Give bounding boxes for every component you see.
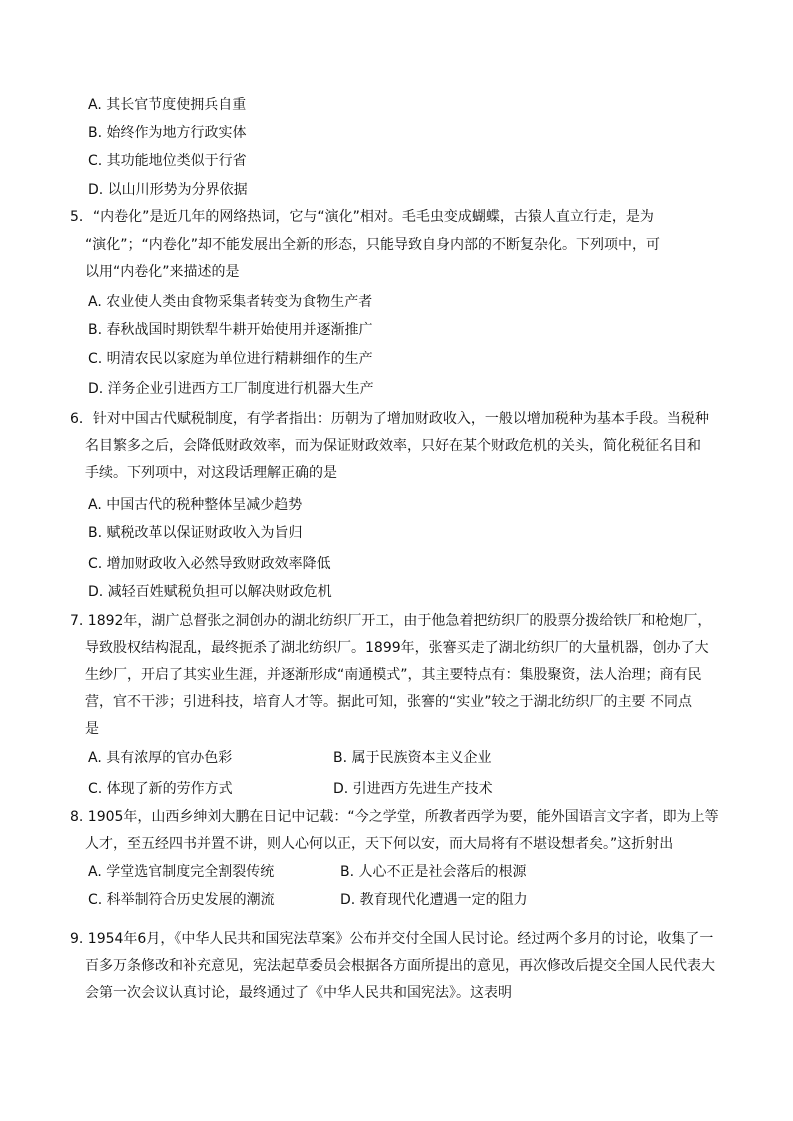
q7-stem-line-4: 营，官不干涉；引进科技，培育人才等。据此可知，张謇的“实业”较之于湖北纺织厂的主要 不同点 xyxy=(85,694,692,710)
q5-option-c: C. 明清农民以家庭为单位进行精耕细作的生产 xyxy=(88,351,373,367)
q8-option-d: D. 教育现代化遭遇一定的阻力 xyxy=(340,892,528,908)
q5-option-a: A. 农业使人类由食物采集者转变为食物生产者 xyxy=(88,294,373,310)
q6-option-a: A. 中国古代的税种整体呈减少趋势 xyxy=(88,497,303,513)
q6-option-b: B. 赋税改革以保证财政收入为旨归 xyxy=(88,525,303,541)
q5-option-b: B. 春秋战国时期铁犁牛耕开始使用并逐渐推广 xyxy=(88,322,373,338)
q4-option-c: C. 其功能地位类似于行省 xyxy=(88,153,247,169)
q7-stem-line-2: 导致股权结构混乱，最终扼杀了湖北纺织厂。1899年，张謇买走了湖北纺织厂的大量机器，创办了大 xyxy=(85,640,709,656)
q7-option-d: D. 引进西方先进生产技术 xyxy=(333,781,493,797)
q8-option-a: A. 学堂选官制度完全割裂传统 xyxy=(88,864,275,880)
q5-stem-line-2: “演化”；“内卷化”却不能发展出全新的形态，只能导致自身内部的不断复杂化。下列项中，可 xyxy=(85,237,661,253)
q4-option-d: D. 以山川形势为分界依据 xyxy=(88,182,248,198)
q8-option-b: B. 人心不正是社会落后的根源 xyxy=(340,864,527,880)
q9-stem-line-2: 百多万条修改和补充意见，宪法起草委员会根据各方面所提出的意见，再次修改后提交全国人民代表大 xyxy=(85,958,715,974)
q6-option-c: C. 增加财政收入必然导致财政效率降低 xyxy=(88,556,331,572)
q6-option-d: D. 减轻百姓赋税负担可以解决财政危机 xyxy=(88,584,332,600)
q7-option-c: C. 体现了新的劳作方式 xyxy=(88,781,233,797)
q4-option-a: A. 其长官节度使拥兵自重 xyxy=(88,97,247,113)
q8-stem-line-1: 8. 1905年，山西乡绅刘大鹏在日记中记载：“今之学堂，所教者西学为要，能外国语言文字者，即为上等 xyxy=(70,809,719,825)
q7-option-a: A. 具有浓厚的官办色彩 xyxy=(88,750,233,766)
q6-stem-line-1: 6．针对中国古代赋税制度，有学者指出：历朝为了增加财政收入，一般以增加税种为基本手段。当税种 xyxy=(70,411,709,427)
q4-option-b: B. 始终作为地方行政实体 xyxy=(88,125,247,141)
q8-option-c: C. 科举制符合历史发展的潮流 xyxy=(88,892,275,908)
q6-stem-line-3: 手续。下列项中，对这段话理解正确的是 xyxy=(85,465,337,481)
q5-stem-line-1: 5．“内卷化”是近几年的网络热词，它与“演化”相对。毛毛虫变成蝴蝶，古猿人直立行走，是为 xyxy=(70,209,654,225)
q7-stem-line-1: 7. 1892年，湖广总督张之洞创办的湖北纺织厂开工，由于他急着把纺织厂的股票分拨给铁厂和枪炮厂， xyxy=(70,613,712,629)
q7-option-b: B. 属于民族资本主义企业 xyxy=(333,750,492,766)
q7-stem-line-3: 生纱厂，开启了其实业生涯，并逐渐形成“南通模式”，其主要特点有：集股聚资，法人治理；商有民 xyxy=(85,667,702,683)
q9-stem-line-3: 会第一次会议认真讨论，最终通过了《中华人民共和国宪法》。这表明 xyxy=(85,985,512,1001)
q7-stem-line-5: 是 xyxy=(85,721,99,737)
q9-stem-line-1: 9. 1954年6月，《中华人民共和国宪法草案》公布并交付全国人民讨论。经过两个多月的讨论，收集了一 xyxy=(70,931,714,947)
q5-stem-line-3: 以用“内卷化”来描述的是 xyxy=(85,264,240,280)
q6-stem-line-2: 名目繁多之后，会降低财政效率，而为保证财政效率，只好在某个财政危机的关头，简化税征名目和 xyxy=(85,438,701,454)
q8-stem-line-2: 人才，至五经四书并置不讲，则人心何以正，天下何以安，而大局将有不堪设想者矣。”这折射出 xyxy=(85,836,674,852)
q5-option-d: D. 洋务企业引进西方工厂制度进行机器大生产 xyxy=(88,381,374,397)
